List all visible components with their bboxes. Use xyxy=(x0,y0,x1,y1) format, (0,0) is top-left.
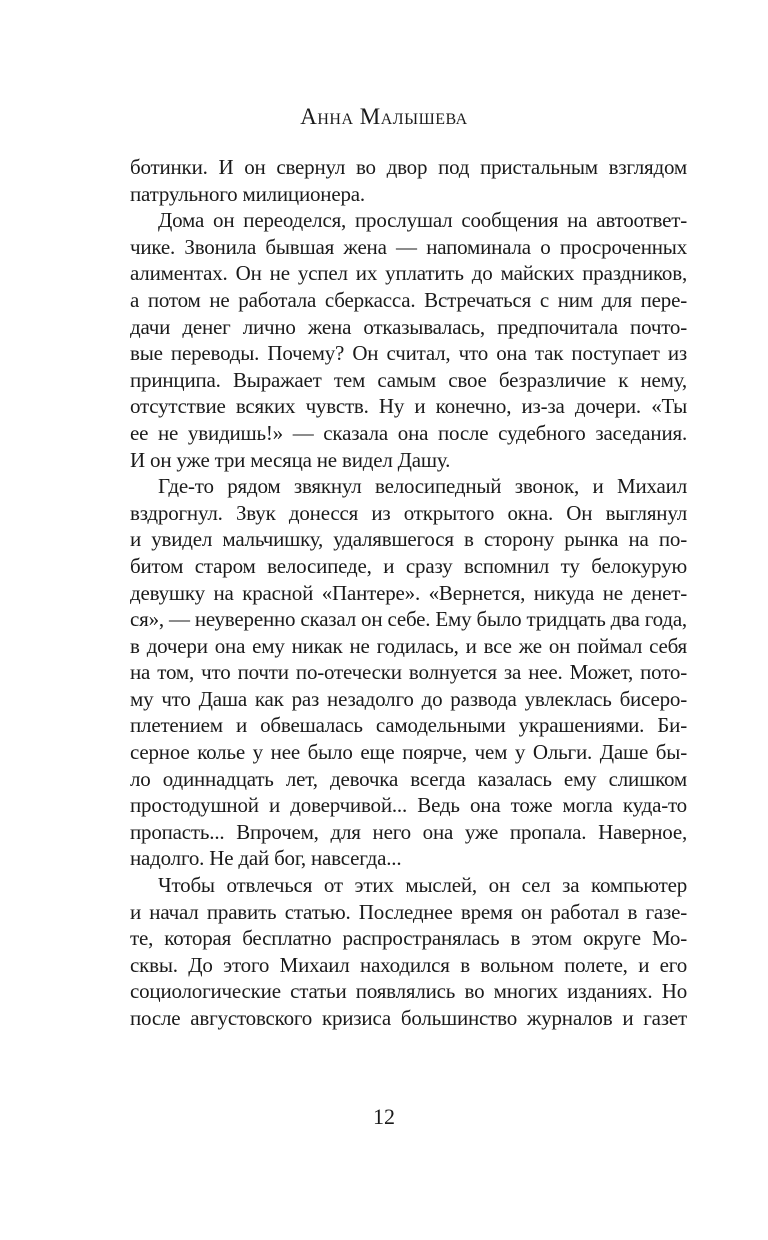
text-line: патрульного милиционера. xyxy=(130,181,365,206)
paragraph xyxy=(130,473,687,872)
paragraph xyxy=(130,154,687,207)
text-line: ся», — неуверенно сказал он себе. Ему было тридцать два года, xyxy=(130,607,687,632)
running-head-author: Анна Малышева xyxy=(300,104,468,129)
text-line: ботинки. И он свернул во двор под пристальным взглядом xyxy=(130,155,687,179)
text-line: надолго. Не дай бог, навсегда... xyxy=(130,846,402,871)
text-line: дачи денег лично жена отказывалась, предпочитала почто- xyxy=(130,314,687,339)
text-line: битом старом велосипеде, и сразу вспомнил ту белокурую xyxy=(130,553,687,578)
text-line: му что Даша как раз незадолго до развода увлеклась бисеро- xyxy=(130,686,687,711)
text-line: вздрогнул. Звук донесся из открытого окна. Он выглянул xyxy=(130,500,687,525)
text-line: вые переводы. Почему? Он считал, что она так поступает из xyxy=(130,341,687,366)
text-line: девушку на красной «Пантере». «Вернется, никуда не денет- xyxy=(130,580,687,605)
text-line: отсутствие всяких чувств. Ну и конечно, из-за дочери. «Ты xyxy=(130,394,687,419)
text-line: ее не увидишь!» — сказала она после судебного заседания. xyxy=(130,420,687,445)
text-line: пропасть... Впрочем, для него она уже пропала. Наверное, xyxy=(130,819,687,844)
text-line: и начал править статью. Последнее время он работал в газе- xyxy=(130,899,687,924)
text-line: чике. Звонила бывшая жена — напоминала о просроченных xyxy=(130,234,687,259)
text-line: Чтобы отвлечься от этих мыслей, он сел за компьютер xyxy=(158,873,687,898)
text-line: сквы. До этого Михаил находился в вольном полете, и его xyxy=(130,952,687,977)
text-line: И он уже три месяца не видел Дашу. xyxy=(130,447,451,472)
text-line: принципа. Выражает тем самым свое безразличие к нему, xyxy=(130,367,687,392)
text-line: ло одиннадцать лет, девочка всегда казалась ему слишком xyxy=(130,766,687,791)
body-text xyxy=(130,154,687,1032)
text-line: на том, что почти по-отечески волнуется за нее. Может, пото- xyxy=(130,660,687,685)
paragraph xyxy=(130,207,687,473)
text-line: те, которая бесплатно распространялась в этом округе Мо- xyxy=(130,926,687,951)
page-number: 12 xyxy=(373,1104,395,1129)
text-line: социологические статьи появлялись во многих изданиях. Но xyxy=(130,979,687,1004)
text-line: и увидел мальчишку, удалявшегося в сторону рынка на по- xyxy=(130,527,687,552)
text-line: в дочери она ему никак не годилась, и все же он поймал себя xyxy=(130,633,687,658)
text-line: серное колье у нее было еще поярче, чем у Ольги. Даше бы- xyxy=(130,740,687,765)
text-line: алиментах. Он не успел их уплатить до майских праздников, xyxy=(130,261,687,286)
text-line: Дома он переоделся, прослушал сообщения на автоответ- xyxy=(158,208,687,233)
text-line: простодушной и доверчивой... Ведь она тоже могла куда-то xyxy=(130,793,687,818)
paragraph xyxy=(130,872,687,1032)
text-line: Где-то рядом звякнул велосипедный звонок, и Михаил xyxy=(158,474,687,499)
text-line: плетением и обвешалась самодельными украшениями. Би- xyxy=(130,713,687,738)
text-line: а потом не работала сберкасса. Встречаться с ним для пере- xyxy=(130,287,687,312)
text-line: после августовского кризиса большинство журналов и газет xyxy=(130,1006,687,1030)
